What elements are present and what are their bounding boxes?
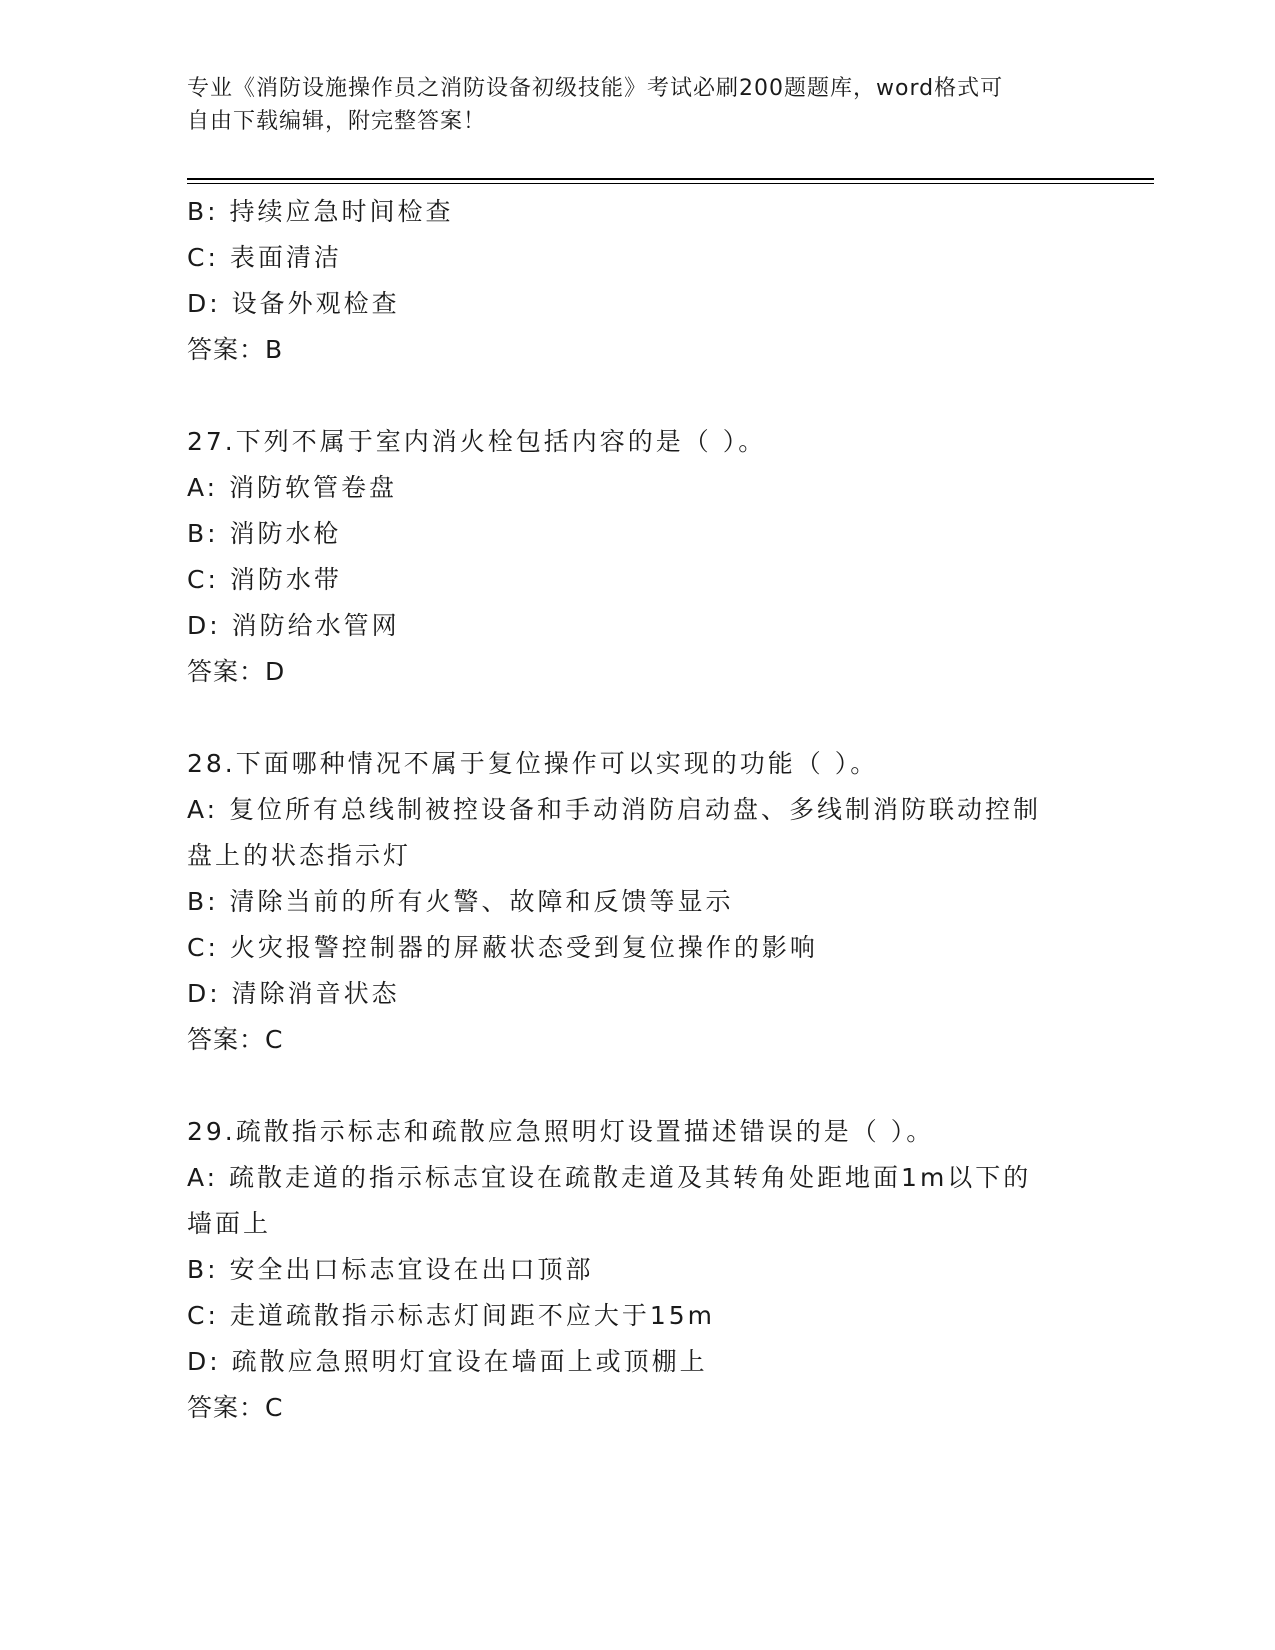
option-a-continued: 墙面上 xyxy=(187,1209,272,1238)
option-a: A: 消防软管卷盘 xyxy=(187,473,398,502)
question-stem: 29.疏散指示标志和疏散应急照明灯设置描述错误的是（ ）。 xyxy=(187,1117,935,1146)
question-stem: 27.下列不属于室内消火栓包括内容的是（ ）。 xyxy=(187,427,767,456)
option-b: B: 清除当前的所有火警、故障和反馈等显示 xyxy=(187,887,734,916)
option-c: C: 表面清洁 xyxy=(187,243,342,272)
question-26-continued xyxy=(187,189,1087,373)
answer-line: 答案：D xyxy=(187,657,286,686)
spacer xyxy=(187,695,1087,741)
option-d: D: 清除消音状态 xyxy=(187,979,400,1008)
option-a: A: 疏散走道的指示标志宜设在疏散走道及其转角处距地面1m以下的 xyxy=(187,1163,1032,1192)
option-b: B: 安全出口标志宜设在出口顶部 xyxy=(187,1255,594,1284)
option-c: C: 火灾报警控制器的屏蔽状态受到复位操作的影响 xyxy=(187,933,818,962)
answer-line: 答案：C xyxy=(187,1393,284,1422)
header-line-1: 专业《消防设施操作员之消防设备初级技能》考试必刷200题题库，word格式可 xyxy=(187,76,1004,101)
option-a: A: 复位所有总线制被控设备和手动消防启动盘、多线制消防联动控制 xyxy=(187,795,1042,824)
header-divider-thick xyxy=(187,178,1154,180)
option-c: C: 走道疏散指示标志灯间距不应大于15m xyxy=(187,1301,715,1330)
question-28 xyxy=(187,741,1087,1063)
question-stem: 28.下面哪种情况不属于复位操作可以实现的功能（ ）。 xyxy=(187,749,879,778)
header-divider-thin xyxy=(187,183,1154,184)
option-a-continued: 盘上的状态指示灯 xyxy=(187,841,412,870)
question-27 xyxy=(187,419,1087,695)
option-d: D: 消防给水管网 xyxy=(187,611,400,640)
question-list xyxy=(187,189,1087,1431)
header-line-2: 自由下载编辑，附完整答案！ xyxy=(187,109,487,134)
document-header xyxy=(187,72,1067,138)
option-d: D: 疏散应急照明灯宜设在墙面上或顶棚上 xyxy=(187,1347,708,1376)
spacer xyxy=(187,1063,1087,1109)
option-c: C: 消防水带 xyxy=(187,565,342,594)
option-b: B: 持续应急时间检查 xyxy=(187,197,454,226)
spacer xyxy=(187,373,1087,419)
option-d: D: 设备外观检查 xyxy=(187,289,400,318)
answer-line: 答案：B xyxy=(187,335,284,364)
question-29 xyxy=(187,1109,1087,1431)
answer-line: 答案：C xyxy=(187,1025,284,1054)
option-b: B: 消防水枪 xyxy=(187,519,342,548)
